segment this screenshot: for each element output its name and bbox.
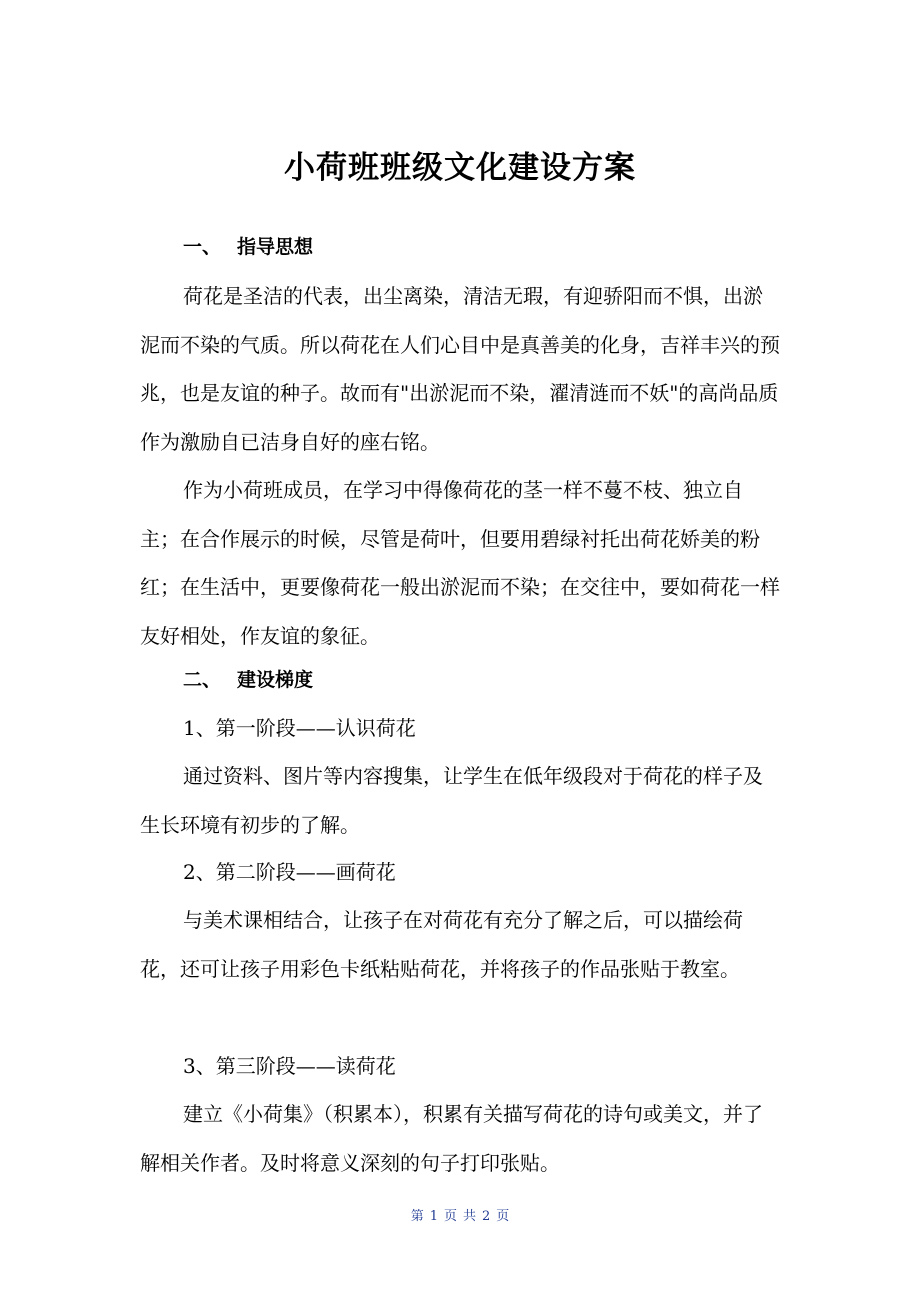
paragraph-lotus-symbolism: 荷花是圣洁的代表，出尘离染，清洁无瑕，有迎骄阳而不惧，出淤泥而不染的气质。所以荷花在人们心目中是真善美的化身，吉祥丰兴的预兆，也是友谊的种子。故而有"出淤泥而不染，濯清涟而不妖"的高尚品质作为激励自已洁身自好的座右铭。 [140, 284, 780, 454]
stage-3-text: 建立《小荷集》（积累本），积累有关描写荷花的诗句或美文，并了解相关作者。及时将意义深刻的句子打印张贴。 [140, 1102, 763, 1175]
stage-2-text: 与美术课相结合，让孩子在对荷花有充分了解之后，可以描绘荷花，还可让孩子用彩色卡纸粘贴荷花，并将孩子的作品张贴于教室。 [140, 908, 743, 981]
stage-2-label: 2、第二阶段——画荷花 [183, 860, 396, 884]
section-heading-text: 建设梯度 [237, 669, 314, 691]
document-title: 小荷班班级文化建设方案 [284, 150, 636, 186]
section-heading-construction-stages [183, 667, 313, 693]
section-heading-text: 指导思想 [237, 236, 314, 258]
footer-page-word: 页 [443, 1209, 457, 1224]
section-number: 一、 [183, 236, 222, 258]
stage-3-label: 3、第三阶段——读荷花 [183, 1054, 396, 1078]
section-heading-guiding-thought [183, 234, 313, 260]
footer-total-prefix: 共 [463, 1209, 477, 1224]
section-number: 二、 [183, 669, 222, 691]
paragraph-class-member: 作为小荷班成员，在学习中得像荷花的茎一样不蔓不枝、独立自主；在合作展示的时候，尽管是荷叶，但要用碧绿衬托出荷花娇美的粉红；在生活中，更要像荷花一般出淤泥而不染；在交往中，要如荷花一样友好相处，作友谊的象征。 [140, 478, 780, 648]
stage-1-label: 1、第一阶段——认识荷花 [183, 716, 416, 740]
footer-prefix: 第 [410, 1209, 424, 1224]
stage-1-text: 通过资料、图片等内容搜集，让学生在低年级段对于荷花的样子及生长环境有初步的了解。 [140, 764, 763, 837]
footer-suffix: 页 [496, 1209, 510, 1224]
footer-current-page: 1 [429, 1209, 438, 1224]
footer-total-pages: 2 [482, 1209, 491, 1224]
page-number-footer [0, 1208, 920, 1226]
